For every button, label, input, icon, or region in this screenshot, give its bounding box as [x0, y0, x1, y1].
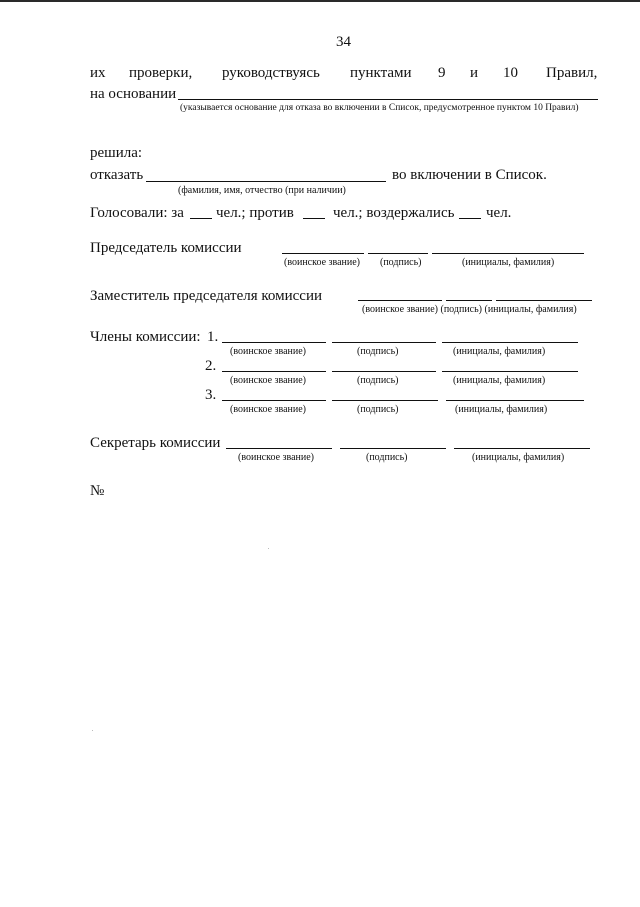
members-label: Члены комиссии:	[90, 329, 201, 345]
member-3-signature-line	[332, 400, 438, 401]
deputy-label: Заместитель председателя комиссии	[90, 288, 323, 304]
member-2-rank-line	[222, 371, 326, 372]
chairman-rank-caption: (воинское звание)	[284, 257, 360, 268]
page-number: 34	[336, 34, 351, 50]
member-1-initials-caption: (инициалы, фамилия)	[453, 346, 546, 357]
voting-abstain-unit: чел.	[486, 205, 512, 221]
member-number-1: 1.	[207, 329, 219, 345]
deputy-rank-line	[358, 300, 442, 301]
refuse-suffix: во включении в Список.	[392, 167, 547, 183]
basis-label: на основании	[90, 86, 177, 102]
deputy-captions: (воинское звание) (подпись) (инициалы, фамилия)	[362, 304, 577, 315]
voting-for-unit: чел.; против	[216, 205, 294, 221]
decided-label: решила:	[90, 145, 143, 161]
voting-abstain-blank	[459, 218, 481, 219]
member-1-rank-line	[222, 342, 326, 343]
chairman-label: Председатель комиссии	[90, 240, 242, 256]
secretary-signature-line	[340, 448, 446, 449]
member-3-initials-caption: (инициалы, фамилия)	[455, 404, 548, 415]
chairman-signature-caption: (подпись)	[380, 257, 422, 268]
deputy-initials-line	[496, 300, 592, 301]
deputy-signature-line	[446, 300, 492, 301]
member-3-signature-caption: (подпись)	[357, 404, 399, 415]
refuse-label: отказать	[90, 167, 144, 183]
voting-against-blank	[303, 218, 325, 219]
secretary-label: Секретарь комиссии	[90, 435, 221, 451]
voting-label: Голосовали: за	[90, 205, 184, 221]
para1-word-3: руководствуясь	[222, 65, 320, 81]
member-1-signature-line	[332, 342, 436, 343]
para1-word-5: 9	[438, 65, 446, 81]
scan-top-edge	[0, 0, 640, 2]
para1-word-1: их	[90, 65, 106, 81]
scan-speck	[268, 548, 269, 549]
chairman-initials-line	[432, 253, 584, 254]
para1-word-6: и	[470, 65, 479, 81]
refuse-name-hint: (фамилия, имя, отчество (при наличии)	[178, 185, 346, 196]
member-number-2: 2.	[205, 358, 217, 374]
basis-hint: (указывается основание для отказа во включении в Список, предусмотренное пунктом 10 Правил)	[180, 103, 579, 113]
member-2-rank-caption: (воинское звание)	[230, 375, 306, 386]
para1-word-4: пунктами	[350, 65, 412, 81]
para1-word-7: 10	[503, 65, 518, 81]
member-2-initials-line	[442, 371, 578, 372]
secretary-initials-caption: (инициалы, фамилия)	[472, 452, 565, 463]
voting-for-blank	[190, 218, 212, 219]
voting-against-unit: чел.; воздержались	[333, 205, 455, 221]
secretary-initials-line	[454, 448, 590, 449]
member-2-signature-caption: (подпись)	[357, 375, 399, 386]
chairman-signature-line	[368, 253, 428, 254]
basis-fill-line	[178, 99, 598, 100]
chairman-rank-line	[282, 253, 364, 254]
member-3-rank-caption: (воинское звание)	[230, 404, 306, 415]
member-3-initials-line	[446, 400, 584, 401]
para1-word-8: Правил,	[546, 65, 598, 81]
member-1-signature-caption: (подпись)	[357, 346, 399, 357]
member-1-rank-caption: (воинское звание)	[230, 346, 306, 357]
member-3-rank-line	[222, 400, 326, 401]
member-2-initials-caption: (инициалы, фамилия)	[453, 375, 546, 386]
number-sign: №	[90, 483, 105, 499]
secretary-rank-line	[226, 448, 332, 449]
chairman-initials-caption: (инициалы, фамилия)	[462, 257, 555, 268]
scan-speck	[92, 730, 93, 731]
secretary-rank-caption: (воинское звание)	[238, 452, 314, 463]
secretary-signature-caption: (подпись)	[366, 452, 408, 463]
refuse-name-line	[146, 181, 386, 182]
member-1-initials-line	[442, 342, 578, 343]
para1-word-2: проверки,	[129, 65, 193, 81]
member-number-3: 3.	[205, 387, 217, 403]
member-2-signature-line	[332, 371, 436, 372]
